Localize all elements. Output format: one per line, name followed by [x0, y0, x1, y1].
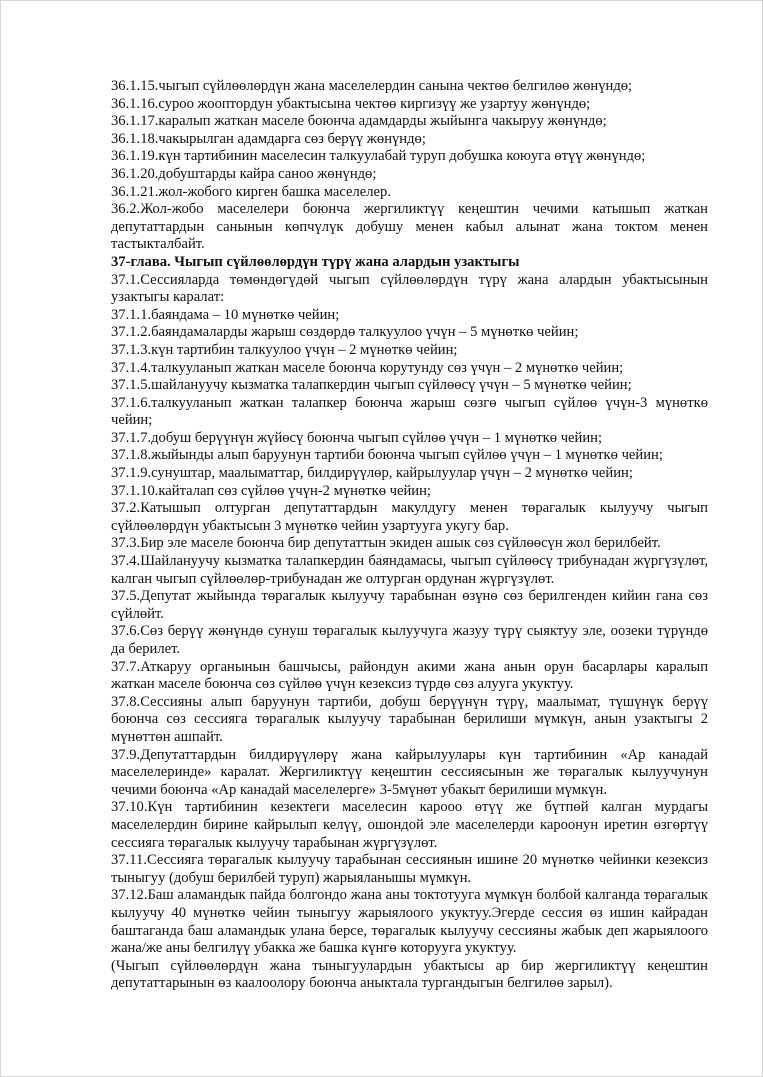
chapter-heading: 37-глава. Чыгып сүйлөөлөрдүн түрү жана алардын узактыгы — [111, 253, 520, 270]
paragraph: 37.9.Депутаттардын билдирүүлөрү жана кайрылуулары күн тартибинин «Ар канадай маселелеринде» каралат. Жергиликтүү кеңештин сессиясынын же төрагалык кылуучунун чечими боюнча «Ар канадай маселелерге» 3-5мүнөт убакыт берилиши мүмкүн. — [111, 746, 708, 798]
list-item: 37.1.8.жыйынды алып баруунун тартиби боюнча чыгып сүйлөө үчүн – 1 мүнөткө чейин; — [111, 447, 663, 464]
paragraph: 37.10.Күн тартибинин кезектеги маселесин карооо өтүү же бүтпөй калган мурдагы маселелердин бирине кайрылып келүү, ошондой эле маселелерди кароонун иретин өзгөртүү сессияга төрагалык кылуучу тарабынан жүргүзүлөт. — [111, 799, 708, 851]
paragraph: 37.12.Баш аламандык пайда болгондо жана аны токтотууга мүмкүн болбой калганда төрагалык кылуучу 40 мүнөткө чейин тыныгуу жарыялоого укуктуу.Эгерде сессия өз ишин кайрадан баштаганда баш аламандык улана берсе, төрагалык кылуучу сессияны жабык деп жарыялоого жана/же аны белгилүү убакка же башка күнгө которууга укуктуу. — [111, 887, 708, 957]
list-item: 37.1.7.добуш берүүнүн жүйөсү боюнча чыгып сүйлөө үчүн – 1 мүнөткө чейин; — [111, 429, 603, 446]
list-item: 36.1.16.суроо жооптордун убактысына чектөө киргизүү же узартуу жөнүндө; — [111, 95, 591, 112]
list-item: 37.1.9.сунуштар, маалыматтар, билдирүүлөр, кайрылуулар үчүн – 2 мүнөткө чейин; — [111, 465, 633, 482]
paragraph: 37.5.Депутат жыйында төрагалык кылуучу тарабынан өзүнө сөз берилгенден кийин гана сөз сүйлөйт. — [111, 588, 708, 622]
list-item: 37.3.Бир эле маселе боюнча бир депутаттын экиден ашык сөз сүйлөөсүн жол берилбейт. — [111, 535, 661, 552]
document-body — [111, 78, 708, 993]
list-item: 37.1.5.шайлануучу кызматка талапкердин чыгып сүйлөөсү үчүн – 5 мүнөткө чейин; — [111, 377, 632, 394]
paragraph: 37.6.Сөз берүү жөнүндө сунуш төрагалык кылуучуга жазуу түрү сыяктуу эле, оозеки түрүндө да берилет. — [111, 623, 708, 657]
paragraph: 37.1.6.талкууланып жаткан талапкер боюнча жарыш сөзгө чыгып сүйлөө үчүн-3 мүнөткө чейин; — [111, 394, 708, 429]
list-item: 37.1.2.баяндамаларды жарыш сөздөрдө талкуулоо үчүн – 5 мүнөткө чейин; — [111, 324, 579, 341]
paragraph: 37.7.Аткаруу органынын башчысы, райондун акими жана анын орун басарлары каралып жаткан маселе боюнча сөз сүйлөө үчүн кезексиз түрдө сөз алууга укуктуу. — [111, 658, 708, 693]
paragraph: 37.4.Шайлануучу кызматка талапкердин баяндамасы, чыгып сүйлөөсү трибунадан жүргүзүлөт, калган чыгып сүйлөөлөр-трибунадан же олтурган ордунан жүргүзүлөт. — [111, 553, 708, 587]
paragraph: 37.1.Сессияларда төмөндөгүдөй чыгып сүйлөөлөрдүн түрү жана алардын убактысынын узактыгы каралат: — [111, 271, 708, 306]
list-item: 36.1.21.жол-жобого кирген башка маселелер. — [111, 183, 391, 200]
list-item: 36.1.20.добуштарды кайра саноо жөнүндө; — [111, 165, 377, 182]
list-item: 37.1.10.кайталап сөз сүйлөө үчүн-2 мүнөткө чейин; — [111, 482, 431, 499]
list-item: 37.1.3.күн тартибин талкуулоо үчүн – 2 мүнөткө чейин; — [111, 341, 458, 358]
list-item: 36.1.17.каралып жаткан маселе боюнча адамдарды жыйынга чакыруу жөнүндө; — [111, 113, 607, 130]
paragraph: 37.2.Катышып олтурган депутаттардын макулдугу менен төрагалык кылуучу чыгып сүйлөөлөрдүн убактысын 3 мүнөткө чейин узартууга укугу бар. — [111, 500, 708, 534]
paragraph: 36.2.Жол-жобо маселелери боюнча жергиликтүү кеңештин чечими катышып жаткан депутаттардын санынын көпчүлүк добушу менен кабыл алынат жана токтом менен тастыкталбайт. — [111, 201, 708, 253]
paragraph: 37.11.Сессияга төрагалык кылуучу тарабынан сессиянын ишине 20 мүнөткө чейинки кезексиз тыныгуу (добуш берилбей туруп) жарыяланышы мүмкүн. — [111, 852, 708, 886]
list-item: 36.1.15.чыгып сүйлөөлөрдүн жана маселелердин санына чектөө белгилөө жөнүндө; — [111, 78, 633, 94]
list-item: 36.1.19.күн тартибинин маселесин талкуулабай туруп добушка коюуга өтүү жөнүндө; — [111, 148, 646, 165]
paragraph: 37.8.Сессияны алып баруунун тартиби, добуш берүүнүн түрү, маалымат, түшүнүк берүү боюнча сөз сессияга төрагалык кылуучу тарабынан берилиши мүмкүн, анын узактыгы 2 мүнөттөн ашпайт. — [111, 693, 708, 745]
list-item: 37.1.1.баяндама – 10 мүнөткө чейин; — [111, 306, 340, 323]
list-item: 37.1.4.талкууланып жаткан маселе боюнча корутунду сөз үчүн – 2 мүнөткө чейин; — [111, 359, 624, 376]
paragraph: (Чыгып сүйлөөлөрдүн жана тыныгуулардын убактысы ар бир жергиликтүү кеңештин депутаттарынын өз каалоолору боюнча аныктала тургандыгын белгилөө зарыл). — [111, 957, 708, 992]
list-item: 36.1.18.чакырылган адамдарга сөз берүү жөнүндө; — [111, 130, 426, 147]
